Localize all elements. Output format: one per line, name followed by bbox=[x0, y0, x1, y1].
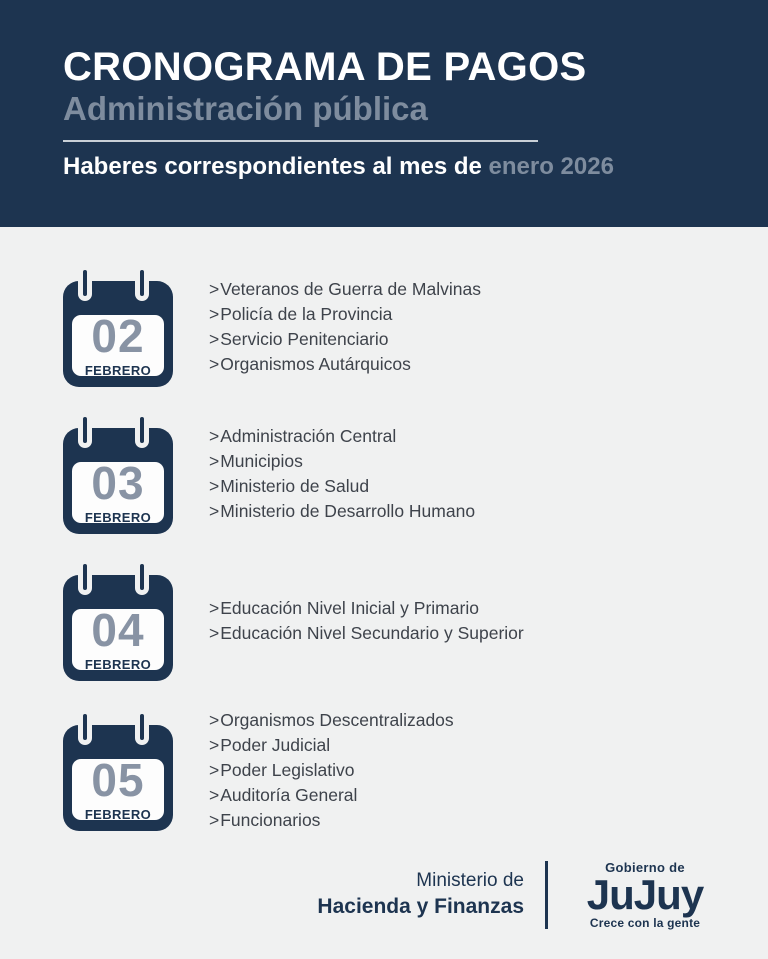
jujuy-government-logo bbox=[574, 860, 716, 930]
list-item bbox=[209, 758, 454, 783]
chevron-bullet: > bbox=[209, 598, 220, 618]
calendar-day: 04 bbox=[91, 604, 145, 656]
chevron-bullet: > bbox=[209, 785, 220, 805]
list-item bbox=[209, 424, 475, 449]
footer-divider bbox=[545, 861, 548, 929]
calendar-ring-icon bbox=[135, 412, 149, 448]
schedule-row bbox=[0, 267, 768, 387]
calendar-ring-icon bbox=[135, 265, 149, 301]
schedule-row bbox=[0, 708, 768, 833]
calendar-day: 02 bbox=[91, 310, 145, 362]
list-item-label: Administración Central bbox=[220, 426, 397, 446]
list-item bbox=[209, 499, 475, 524]
schedule-row bbox=[0, 561, 768, 681]
schedule bbox=[0, 227, 768, 833]
calendar-icon bbox=[63, 414, 173, 534]
list-item bbox=[209, 733, 454, 758]
list-item bbox=[209, 277, 481, 302]
list-item bbox=[209, 474, 475, 499]
calendar-ring-icon bbox=[135, 559, 149, 595]
chevron-bullet: > bbox=[209, 501, 220, 521]
period-label: Haberes correspondientes al mes de bbox=[63, 153, 482, 181]
calendar-icon bbox=[63, 267, 173, 387]
calendar-icon bbox=[63, 711, 173, 831]
list-item-label: Ministerio de Salud bbox=[220, 476, 370, 496]
payee-list bbox=[209, 424, 475, 524]
list-item-label: Poder Legislativo bbox=[220, 760, 355, 780]
payee-list bbox=[209, 277, 481, 377]
calendar-ring-icon bbox=[78, 412, 92, 448]
page-title: CRONOGRAMA DE PAGOS bbox=[63, 45, 587, 89]
list-item-label: Auditoría General bbox=[220, 785, 358, 805]
chevron-bullet: > bbox=[209, 760, 220, 780]
list-item-label: Funcionarios bbox=[220, 810, 321, 830]
payee-list bbox=[209, 596, 524, 646]
calendar-day: 03 bbox=[91, 457, 145, 509]
ministry-name-line2: Hacienda y Finanzas bbox=[317, 895, 524, 919]
chevron-bullet: > bbox=[209, 810, 220, 830]
calendar-ring-icon bbox=[135, 709, 149, 745]
ministry-name-line1: Ministerio de bbox=[416, 870, 524, 892]
payee-list bbox=[209, 708, 454, 833]
logo-tagline: Crece con la gente bbox=[589, 915, 701, 930]
schedule-row bbox=[0, 414, 768, 534]
chevron-bullet: > bbox=[209, 735, 220, 755]
calendar-panel bbox=[72, 457, 164, 525]
logo-top-text: Gobierno de bbox=[605, 860, 685, 875]
list-item bbox=[209, 352, 481, 377]
calendar-ring-icon bbox=[78, 265, 92, 301]
header-divider bbox=[63, 140, 538, 142]
period-line bbox=[63, 153, 728, 181]
list-item-label: Organismos Descentralizados bbox=[220, 710, 454, 730]
calendar-icon bbox=[63, 561, 173, 681]
list-item-label: Veteranos de Guerra de Malvinas bbox=[220, 279, 481, 299]
calendar-month: FEBRERO bbox=[84, 806, 152, 822]
list-item bbox=[209, 808, 454, 833]
list-item-label: Servicio Penitenciario bbox=[220, 329, 389, 349]
list-item bbox=[209, 596, 524, 621]
calendar-month: FEBRERO bbox=[84, 657, 152, 672]
list-item bbox=[209, 621, 524, 646]
chevron-bullet: > bbox=[209, 426, 220, 446]
calendar-panel bbox=[72, 604, 164, 672]
list-item-label: Educación Nivel Inicial y Primario bbox=[220, 598, 479, 618]
chevron-bullet: > bbox=[209, 329, 220, 349]
calendar-ring-icon bbox=[78, 709, 92, 745]
list-item-label: Educación Nivel Secundario y Superior bbox=[220, 623, 524, 643]
footer bbox=[0, 860, 768, 930]
header-banner bbox=[0, 0, 768, 227]
logo-wordmark: JuJuy bbox=[586, 871, 704, 918]
page-subtitle: Administración pública bbox=[63, 90, 428, 127]
chevron-bullet: > bbox=[209, 476, 220, 496]
chevron-bullet: > bbox=[209, 279, 220, 299]
chevron-bullet: > bbox=[209, 451, 220, 471]
list-item-label: Organismos Autárquicos bbox=[220, 354, 411, 374]
list-item bbox=[209, 302, 481, 327]
chevron-bullet: > bbox=[209, 304, 220, 324]
list-item-label: Municipios bbox=[220, 451, 303, 471]
chevron-bullet: > bbox=[209, 354, 220, 374]
period-value: enero 2026 bbox=[488, 153, 614, 181]
calendar-month: FEBRERO bbox=[84, 363, 152, 378]
chevron-bullet: > bbox=[209, 710, 220, 730]
calendar-panel bbox=[72, 310, 164, 378]
list-item bbox=[209, 327, 481, 352]
list-item-label: Ministerio de Desarrollo Humano bbox=[220, 501, 476, 521]
chevron-bullet: > bbox=[209, 623, 220, 643]
list-item bbox=[209, 449, 475, 474]
list-item-label: Policía de la Provincia bbox=[220, 304, 393, 324]
list-item bbox=[209, 783, 454, 808]
calendar-ring-icon bbox=[78, 559, 92, 595]
list-item bbox=[209, 708, 454, 733]
ministry-name bbox=[317, 870, 524, 919]
calendar-month: FEBRERO bbox=[84, 510, 152, 525]
calendar-panel bbox=[72, 753, 164, 822]
calendar-day: 05 bbox=[91, 753, 145, 806]
list-item-label: Poder Judicial bbox=[220, 735, 331, 755]
